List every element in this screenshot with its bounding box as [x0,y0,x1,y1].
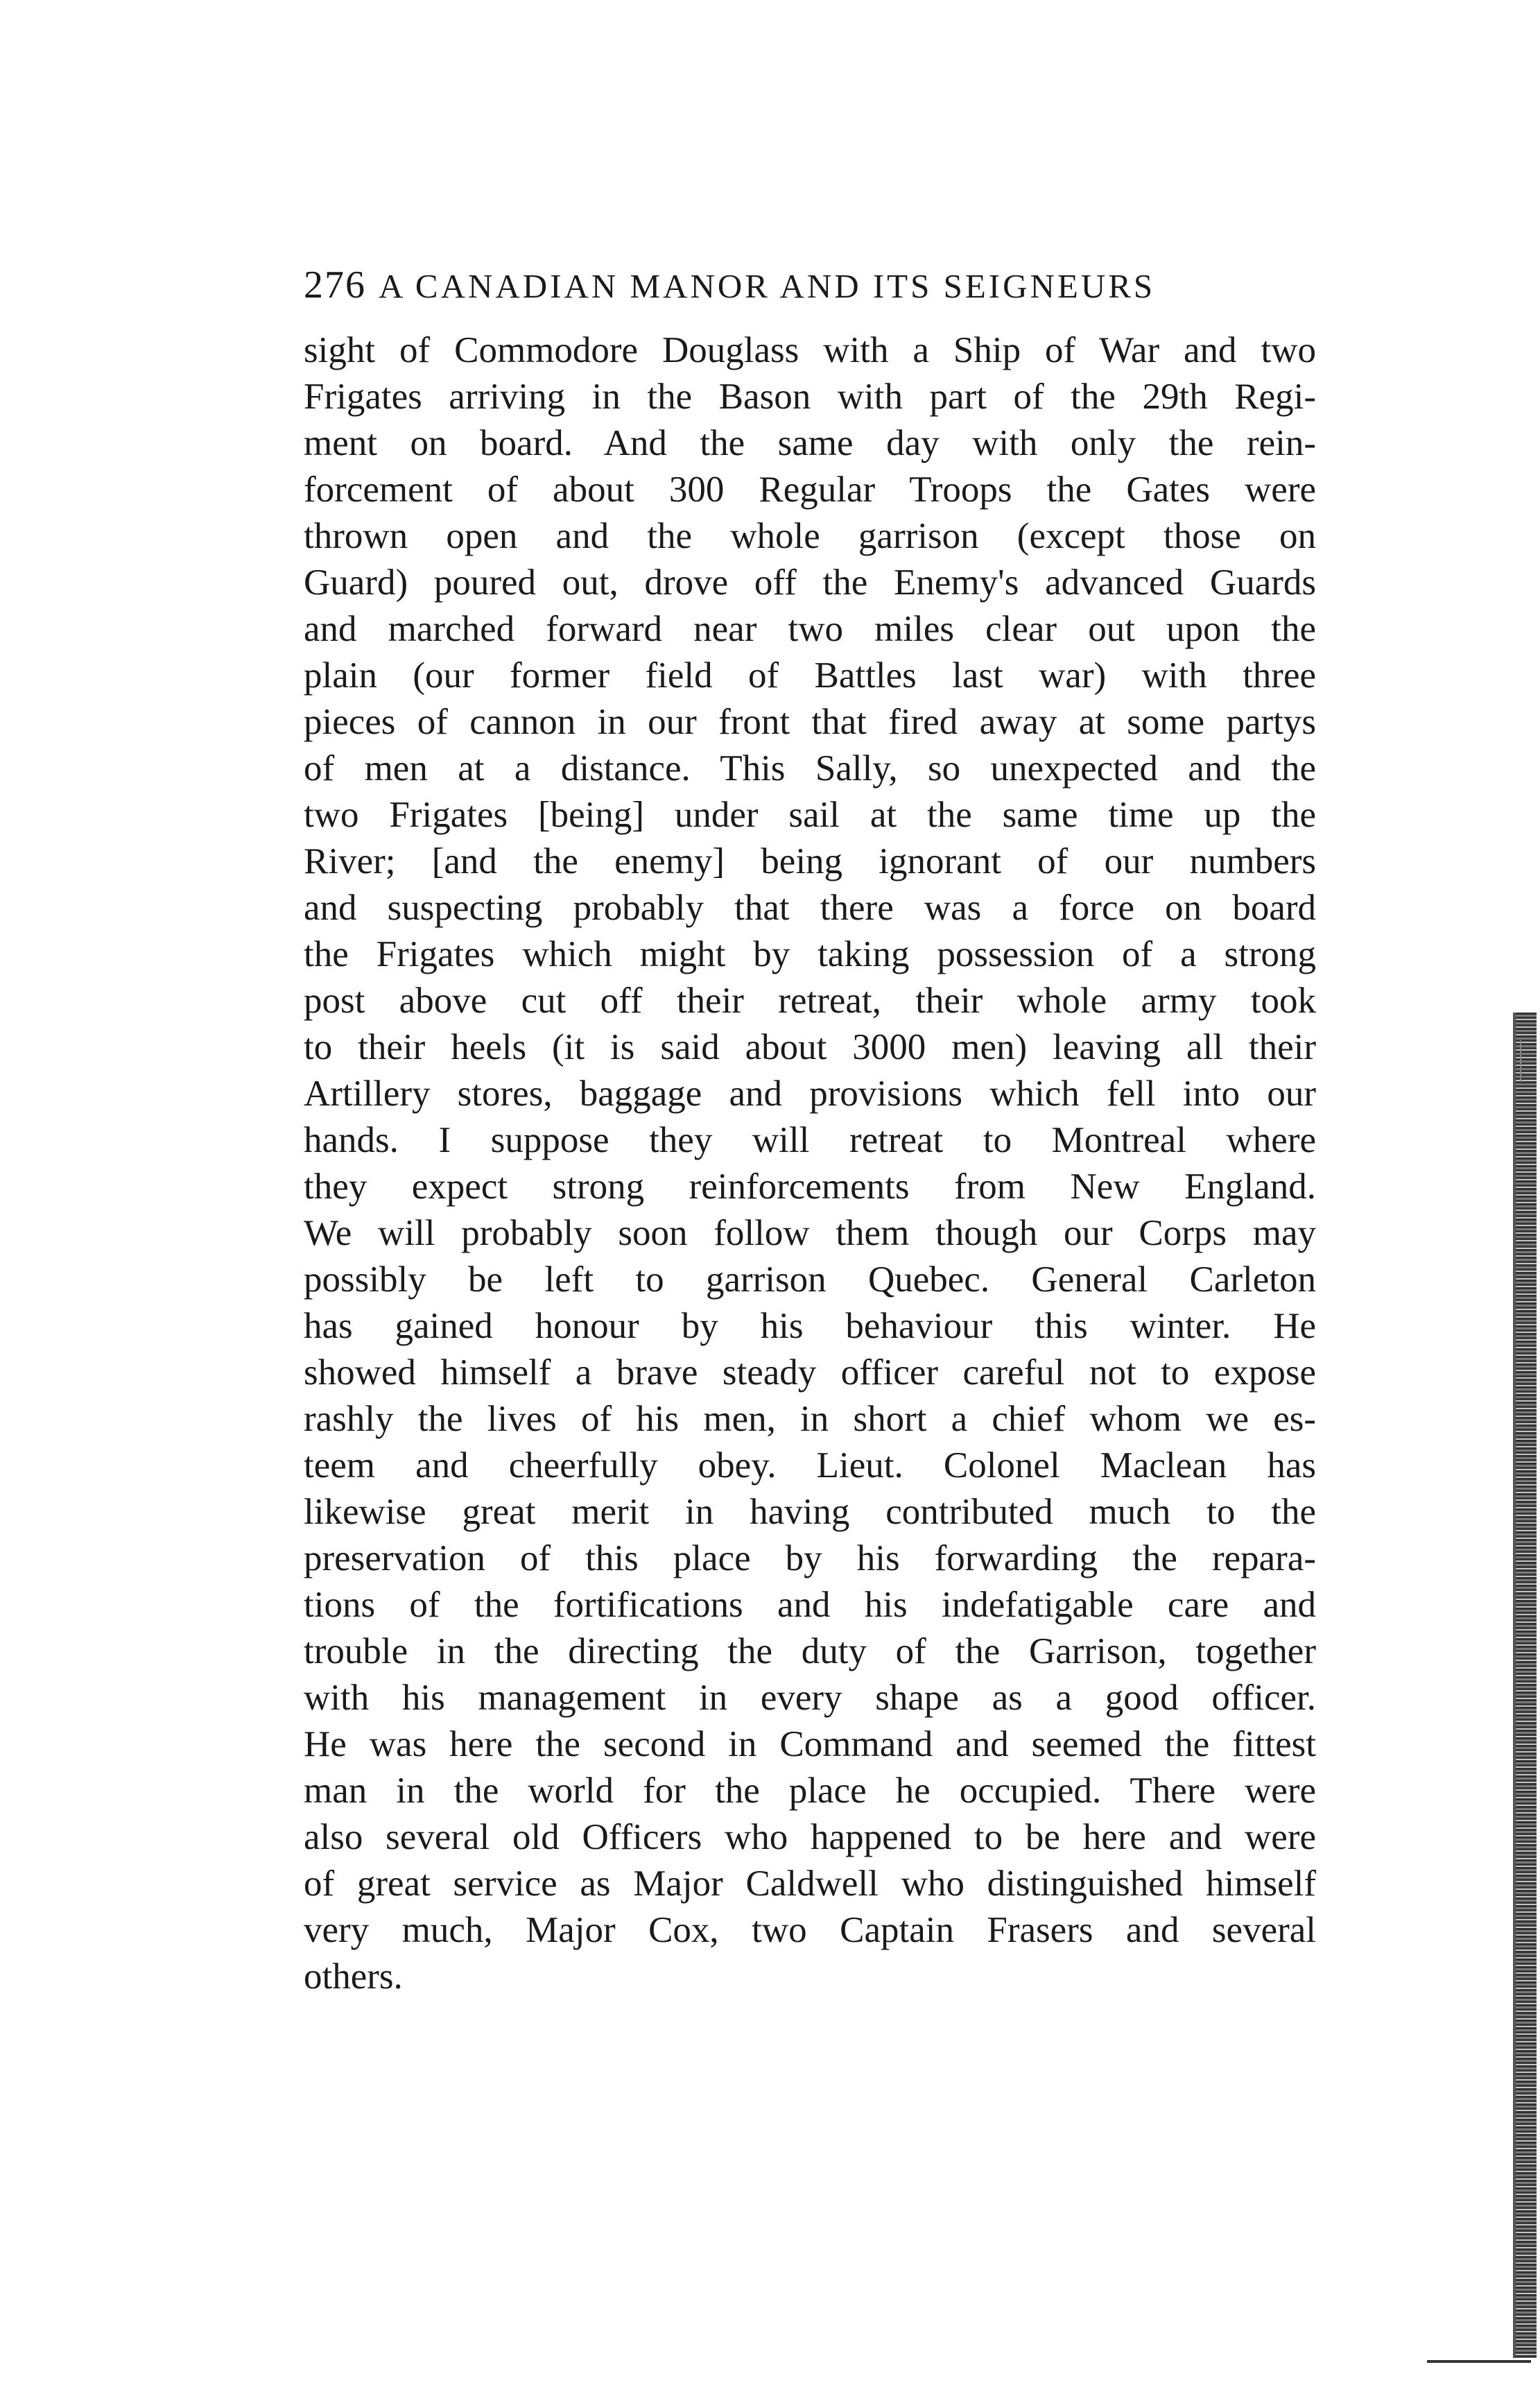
text-line: teem and cheerfully obey. Lieut. Colonel Maclean has [304,1445,1316,1486]
page-gutter-foot-mark [1427,2360,1531,2363]
text-line: possibly be left to garrison Quebec. General Carleton [304,1259,1316,1300]
text-line: Artillery stores, baggage and provisions which fell into our [304,1074,1316,1114]
text-line: He was here the second in Command and seemed the fittest [304,1724,1316,1764]
text-line: ment on board. And the same day with only the rein- [304,423,1316,463]
text-line: thrown open and the whole garrison (except those on [304,516,1316,556]
text-line: River; [and the enemy] being ignorant of our numbers [304,841,1316,881]
text-line: to their heels (it is said about 3000 men) leaving all their [304,1027,1316,1067]
text-line: We will probably soon follow them though our Corps may [304,1213,1316,1253]
text-line: others. [304,1956,403,1997]
text-line: rashly the lives of his men, in short a chief whom we es- [304,1399,1316,1439]
text-line: the Frigates which might by taking possession of a strong [304,934,1316,974]
text-line: likewise great merit in having contributed much to the [304,1492,1316,1532]
text-line: and suspecting probably that there was a force on board [304,888,1316,928]
text-line: also several old Officers who happened to be here and were [304,1817,1316,1857]
page-number: 276 [304,264,366,307]
running-head-title: A CANADIAN MANOR AND ITS SEIGNEURS [379,267,1156,305]
text-line: plain (our former field of Battles last war) with three [304,655,1316,696]
text-line: has gained honour by his behaviour this winter. He [304,1306,1316,1346]
text-line: they expect strong reinforcements from New England. [304,1167,1316,1207]
text-line: and marched forward near two miles clear out upon the [304,609,1316,649]
text-line: trouble in the directing the duty of the Garrison, together [304,1631,1316,1671]
text-line: with his management in every shape as a good officer. [304,1678,1316,1718]
page-gutter-shadow [1516,1013,1537,2358]
text-line: man in the world for the place he occupied. There were [304,1771,1316,1811]
text-line: sight of Commodore Douglass with a Ship of War and two [304,330,1316,370]
text-line: tions of the fortifications and his indefatigable care and [304,1585,1316,1625]
text-line: forcement of about 300 Regular Troops the Gates were [304,470,1316,510]
text-line: pieces of cannon in our front that fired away at some partys [304,702,1316,742]
text-line: very much, Major Cox, two Captain Frasers and several [304,1910,1316,1950]
text-line: of great service as Major Caldwell who distinguished himself [304,1864,1316,1904]
text-line: post above cut off their retreat, their whole army took [304,981,1316,1021]
text-line: Frigates arriving in the Bason with part of the 29th Regi- [304,377,1316,417]
text-line: of men at a distance. This Sally, so unexpected and the [304,748,1316,789]
page-gutter-tick [1520,1040,1521,1082]
text-line: showed himself a brave steady officer careful not to expose [304,1352,1316,1393]
text-line: hands. I suppose they will retreat to Montreal where [304,1120,1316,1160]
body-text [304,327,1316,2000]
text-line: two Frigates [being] under sail at the same time up the [304,795,1316,835]
running-head [304,261,1316,311]
text-line: Guard) poured out, drove off the Enemy's advanced Guards [304,562,1316,603]
text-line: preservation of this place by his forwarding the repara- [304,1538,1316,1578]
